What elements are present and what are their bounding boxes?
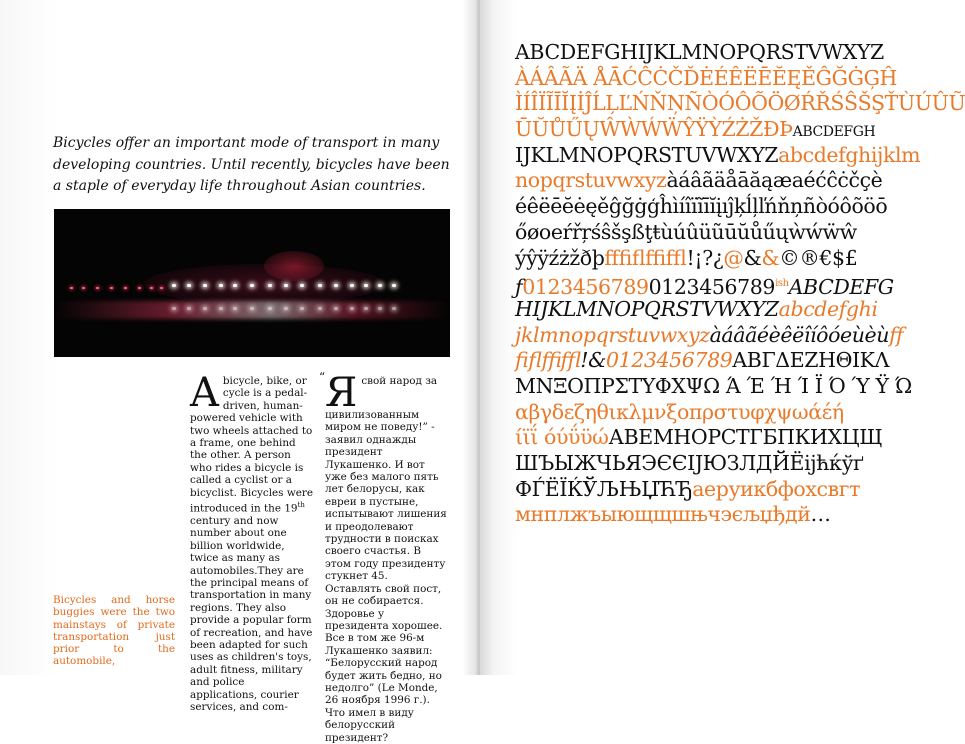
- glyph-run: @: [723, 245, 744, 270]
- glyph-line: [515, 271, 915, 300]
- ordinal-superscript: th: [297, 501, 305, 510]
- glyph-line: [515, 246, 915, 272]
- glyph-run: АВЕМНОРСТГБПКИХЦЩ: [608, 425, 883, 450]
- light-dot: [203, 284, 207, 287]
- glyph-run: мнплжъыющщшњчэєљџђдй: [515, 502, 811, 527]
- glyph-run: ÌÍÎÏĨĪĬĮİĴĹĻĽŃŇŅÑÒÓÔÕÖØŔŘŚŜŠŞŤÙÚÛŨ: [515, 91, 965, 116]
- glyph-run: !&: [580, 348, 606, 373]
- glyph-line: [515, 502, 915, 528]
- light-dot: [392, 284, 396, 287]
- glyph-run: nopqrstuvwxyz: [515, 168, 667, 193]
- glyph-run: &: [761, 245, 780, 270]
- photo-caption: Bicycles and horse buggies were the two mainstays of private transportation just prior to the automobile,: [53, 594, 175, 668]
- light-dot: [268, 284, 272, 287]
- glyph-run: ШЪЫЖЧЬЯЭЄЄІЈЮЗЛДЙЁіјћќўґ: [515, 451, 864, 475]
- glyph-run: ΜΝΞΟΠΡΣΤΥΦΧΨΩ Ά Έ Ή Ί Ϊ Ό Ύ Ϋ Ώ: [515, 373, 912, 398]
- red-light-dot: [138, 287, 141, 289]
- glyph-line: [515, 168, 915, 194]
- drop-cap: A: [190, 370, 219, 416]
- light-dot: [250, 284, 254, 287]
- glyph-line: [515, 194, 915, 220]
- glyph-line: [515, 220, 915, 246]
- article-column-english: [190, 370, 313, 714]
- glyph-run: ﬀﬁﬂﬃﬄ: [604, 245, 687, 270]
- column-text-continued: century and now number about one billion worldwide, twice as many as automobiles.They are the principal means of transportation in many regions. They also provide a popular form of recreation, and have been adapted for such uses as children's toys, adult fitness, military and police applications, courier services, and com-: [190, 514, 313, 714]
- light-reflection: [172, 307, 176, 310]
- drop-cap-cyrillic: Я: [325, 370, 358, 416]
- light-reflection: [203, 307, 207, 310]
- glyph-line: [515, 425, 915, 451]
- russian-text: свой народ за цивилизованным миром не поведу!” - заявил однажды президент Лукашенко. И вот уже без малого пять лет белорусы, как евреи в пустыне, испытывают лишения и преодолевают трудности в поисках своего счастья. В этом году президенту стукнет 45. Оставлять свой пост, он не собирается. Здоровье у президента хорошее. Все в том же 96-м Лукашенко заявил: “Белорусский народ будет жить бедно, но недолго” (Le Monde, 26 ноября 1996 г.). Что имел в виду белорусский президент?: [325, 375, 447, 744]
- light-reflection: [392, 307, 396, 310]
- opening-quote: “: [319, 370, 326, 384]
- glyph-line: [515, 400, 915, 426]
- glyph-run: 0123456789: [522, 275, 649, 300]
- glyph-run: ABCDEFGH: [792, 124, 876, 141]
- light-reflection: [364, 307, 368, 310]
- light-dot: [284, 284, 288, 287]
- light-dot: [378, 284, 382, 287]
- red-light-dot: [150, 287, 153, 289]
- left-page: [0, 0, 470, 744]
- red-light-dot: [96, 287, 99, 289]
- light-dot: [172, 284, 176, 287]
- light-reflection: [250, 307, 254, 310]
- glyph-run: IJKLMNOPQRSTUVWXYZ: [515, 142, 779, 167]
- light-reflection: [187, 307, 191, 310]
- column-text: bicycle, bike, or cycle is a pedal-driven, human-powered vehicle with two wheels attached to a frame, one behind the other. A person who rides a bicycle is called a cyclist or a bicyclist. Bicycles were introduced in the 19: [190, 375, 313, 515]
- glyph-line: [515, 477, 915, 503]
- light-dot: [318, 284, 322, 287]
- glyph-run: ŪŬŮŰŲŴẀẂẄŶŸỲŹŻŽÐÞ: [515, 117, 793, 142]
- glyph-specimen: [515, 40, 965, 528]
- glyph-line: [515, 66, 915, 92]
- glyph-line: [515, 323, 915, 349]
- glyph-run: ABCDEFG: [788, 275, 894, 300]
- glyph-run: abcdefghijklm: [778, 142, 921, 167]
- light-reflection: [334, 307, 338, 310]
- glyph-run: аеруикбфохсвгт: [692, 476, 861, 501]
- glyph-run: őøoeŕřŗśŝšşßţŧùúûüũūŭůűųẁẃẅŵ: [515, 219, 857, 244]
- light-reflection: [318, 307, 322, 310]
- glyph-line: [515, 40, 915, 66]
- glyph-run: ﬁﬂﬃﬄ: [515, 348, 581, 373]
- glyph-run: jklmnopqrstuvwxyz: [515, 322, 710, 347]
- glyph-line: [515, 297, 915, 323]
- light-dot: [364, 284, 368, 287]
- glyph-line: [515, 91, 965, 117]
- glyph-run: àáâãéèêëîíôóeùèù: [709, 322, 890, 347]
- glyph-line: [515, 451, 915, 477]
- glyph-run: ABCDEFGHIJKLMNOPQRSTVWXYZ: [515, 40, 884, 64]
- light-reflection: [233, 307, 237, 310]
- glyph-run: αβγδεζηθικλμνξοπρστυφχψωάέή: [515, 399, 844, 424]
- glyph-run: ΑΒΓΔΕΖΗΘΙΚΛ: [732, 348, 889, 373]
- light-reflection: [378, 307, 382, 310]
- glyph-run: abcdefghi: [778, 296, 878, 321]
- glyph-line: [515, 117, 915, 143]
- glyph-run: ish: [775, 278, 789, 290]
- glyph-run: !¡?¿: [686, 245, 724, 270]
- light-reflection: [268, 307, 272, 310]
- light-reflection: [350, 307, 354, 310]
- glyph-run: 0123456789: [648, 275, 776, 300]
- glyph-run: HIJKLMNOPQRSTVWXYZ: [515, 296, 779, 321]
- light-dot: [219, 284, 223, 287]
- glyph-run: ÀÁÂÃÄ ÅĀĆĈĊČĎĖÉÊËĒĔĘĚĜĞĠĢĤ: [515, 65, 898, 90]
- light-dot: [187, 284, 191, 287]
- glyph-line: [515, 348, 915, 374]
- light-dot: [233, 284, 237, 287]
- red-light-dot: [82, 287, 85, 289]
- glyph-line: [515, 374, 915, 400]
- light-dot: [334, 284, 338, 287]
- night-bridge-photo: [54, 209, 450, 357]
- glyph-run: ƒ: [515, 275, 523, 300]
- glyph-run: ©®€$£: [779, 245, 858, 270]
- light-reflection: [284, 307, 288, 310]
- glyph-run: ýŷÿźżžðþ: [515, 245, 605, 270]
- glyph-run: éêëēĕėęěĝğġģĥìíîïĩīĭįıĵķĺļľńňņñòóôõöō: [515, 194, 888, 219]
- glyph-line: [515, 142, 921, 169]
- glyph-run: ίϊΐ όύΰϋώ: [515, 425, 609, 450]
- lead-paragraph: Bicycles offer an important mode of transport in many developing countries. Until recently, bicycles have been a staple of everyday life throughout Asian countries.: [53, 135, 450, 194]
- light-dot: [300, 284, 304, 287]
- red-light-dot: [110, 287, 113, 289]
- glyph-run: ФЃЁЇЌЎЉЊЏЋЂ: [515, 476, 693, 501]
- red-light-dot: [70, 287, 73, 289]
- glyph-run: àáâãäåāăąæaéćĉċčçè: [666, 168, 883, 193]
- glyph-run: ﬀ: [889, 322, 904, 347]
- glyph-run: &: [743, 245, 762, 270]
- glyph-run: 0123456789: [605, 348, 733, 373]
- red-light-dot: [124, 287, 127, 289]
- article-column-russian: [319, 370, 447, 744]
- light-dot: [350, 284, 354, 287]
- glyph-run: …: [810, 502, 831, 527]
- light-reflection: [219, 307, 223, 310]
- red-light-dot: [160, 287, 163, 289]
- light-reflection: [300, 307, 304, 310]
